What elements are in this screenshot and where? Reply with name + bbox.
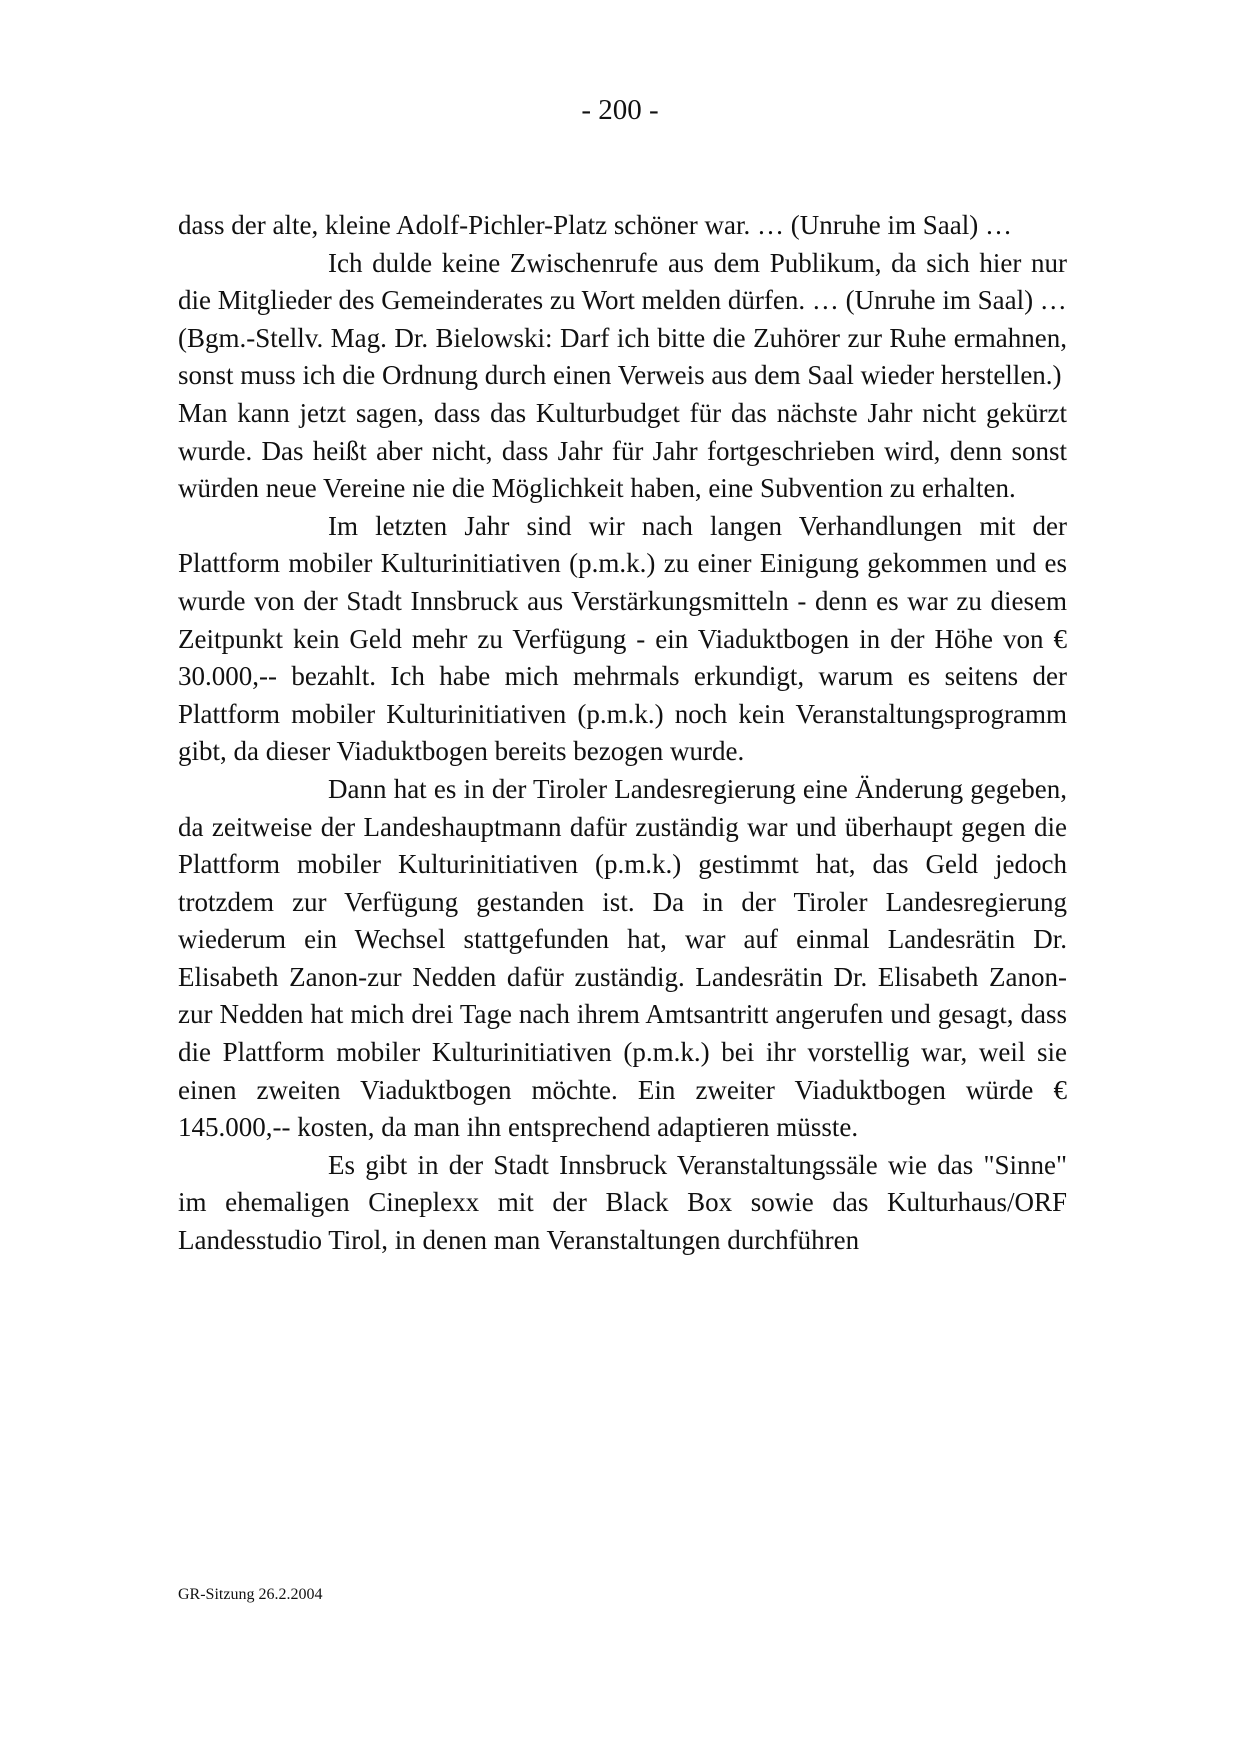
paragraph: (Bgm.-Stellv. Mag. Dr. Bielowski: Darf ich bitte die Zuhörer zur Ruhe ermahnen, sonst muss ich die Ordnung durch einen Verweis aus dem Saal wieder herstellen.) [178, 322, 1067, 391]
paragraph: Man kann jetzt sagen, dass das Kulturbudget für das nächste Jahr nicht gekürzt wurde. Das heißt aber nicht, dass Jahr für Jahr fortgeschrieben wird, denn sonst würden neue Vereine nie die Möglichkeit haben, eine Subvention zu erhalten. [178, 397, 1067, 504]
document-body [178, 207, 1067, 1260]
paragraph: Es gibt in der Stadt Innsbruck Veranstaltungssäle wie das "Sinne" im ehemaligen Cineplexx mit der Black Box sowie das Kulturhaus/ORF Landesstudio Tirol, in denen man Veranstaltungen durchführen [178, 1149, 1067, 1256]
paragraph: dass der alte, kleine Adolf-Pichler-Platz schöner war. … (Unruhe im Saal) … [178, 210, 1012, 240]
paragraph: Ich dulde keine Zwischenrufe aus dem Publikum, da sich hier nur die Mitglieder des Gemeinderates zu Wort melden dürfen. … (Unruhe im Saal) … [178, 247, 1067, 316]
page-number: - 200 - [581, 94, 659, 126]
paragraph: Dann hat es in der Tiroler Landesregierung eine Änderung gegeben, da zeitweise der Landeshauptmann dafür zuständig war und überhaupt gegen die Plattform mobiler Kulturinitiativen (p.m.k.) gestimmt hat, das Geld jedoch trotzdem zur Verfügung gestanden ist. Da in der Tiroler Landesregierung wiederum ein Wechsel stattgefunden hat, war auf einmal Landesrätin Dr. Elisabeth Zanon-zur Nedden dafür zuständig. Landesrätin Dr. Elisabeth Zanon-zur Nedden hat mich drei Tage nach ihrem Amtsantritt angerufen und gesagt, dass die Plattform mobiler Kulturinitiativen (p.m.k.) bei ihr vorstellig war, weil sie einen zweiten Viaduktbogen möchte. Ein zweiter Viaduktbogen würde € 145.000,-- kosten, da man ihn entsprechend adaptieren müsste. [178, 773, 1067, 1143]
footer-session-label: GR-Sitzung 26.2.2004 [178, 1586, 323, 1603]
paragraph: Im letzten Jahr sind wir nach langen Verhandlungen mit der Plattform mobiler Kulturinitiativen (p.m.k.) zu einer Einigung gekommen und es wurde von der Stadt Innsbruck aus Verstärkungsmitteln - denn es war zu diesem Zeitpunkt kein Geld mehr zu Verfügung - ein Viaduktbogen in der Höhe von € 30.000,-- bezahlt. Ich habe mich mehrmals erkundigt, warum es seitens der Plattform mobiler Kulturinitiativen (p.m.k.) noch kein Veranstaltungsprogramm gibt, da dieser Viaduktbogen bereits bezogen wurde. [178, 510, 1067, 767]
